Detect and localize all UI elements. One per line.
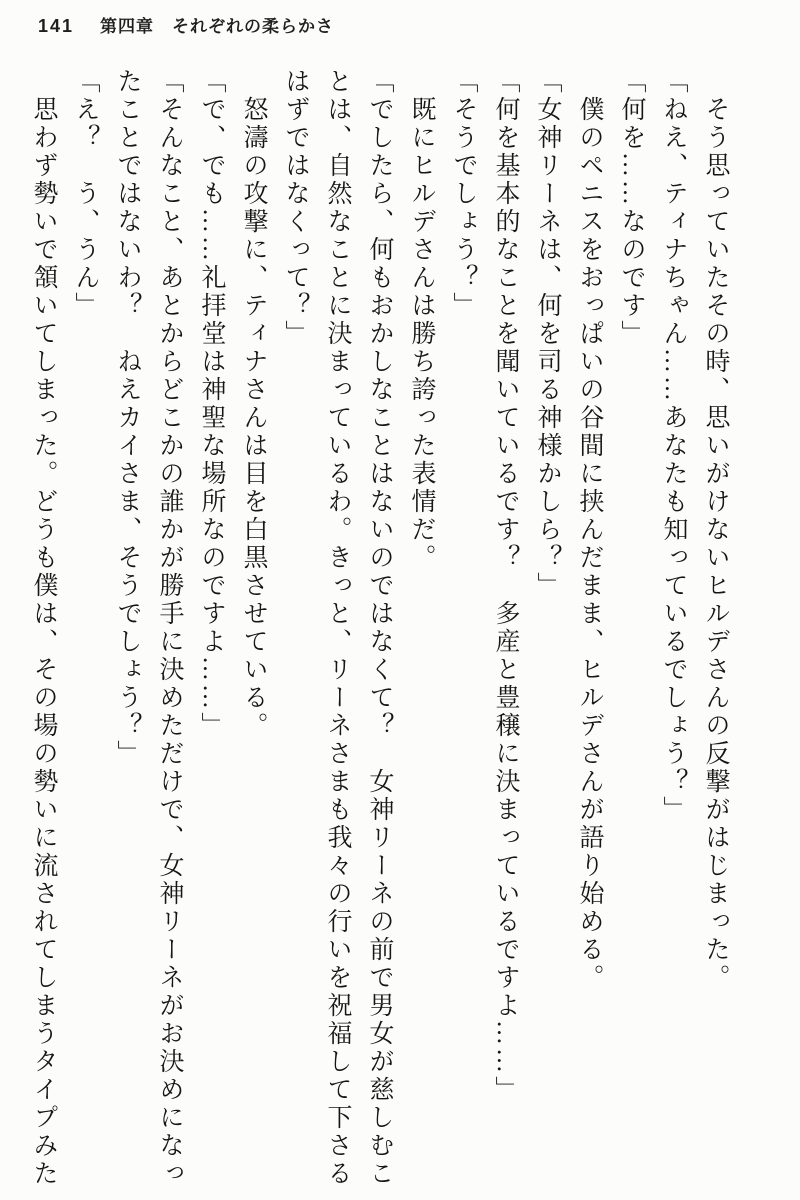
text-line: たことではないわ？ ねえカイさま、そうでしょう？」 — [114, 68, 141, 768]
text-line: とは、自然なことに決まっているわ。きっと、リーネさまも我々の行いを祝福して下さる — [324, 68, 351, 1188]
text-line: 僕のペニスをおっぱいの谷間に挟んだまま、ヒルデさんが語り始める。 — [576, 68, 603, 992]
text-line: 既にヒルデさんは勝ち誇った表情だ。 — [408, 68, 435, 572]
text-line: 「そんなこと、あとからどこかの誰かが勝手に決めただけで、女神リーネがお決めになっ — [156, 68, 183, 1188]
vertical-text-block — [22, 68, 736, 1192]
text-line: 「でしたら、何もおかしなことはないのではなくて？ 女神リーネの前で男女が慈しむこ — [366, 68, 393, 1188]
page-number: 141 — [38, 16, 75, 36]
text-line: 「何を……なのです」 — [618, 68, 645, 348]
text-line: 「ねえ、ティナちゃん……あなたも知っているでしょう？」 — [660, 68, 687, 824]
text-line: 「女神リーネは、何を司る神様かしら？」 — [534, 68, 561, 600]
text-line: はずではなくって？」 — [282, 68, 309, 348]
text-line: 「何を基本的なことを聞いているです？ 多産と豊穣に決まっているですよ……」 — [492, 68, 519, 1104]
text-line: 思わず勢いで頷いてしまった。どうも僕は、その場の勢いに流されてしまうタイプみた — [30, 68, 57, 1188]
text-line: そう思っていたその時、思いがけないヒルデさんの反撃がはじまった。 — [702, 68, 729, 992]
text-line: 「で、でも……礼拝堂は神聖な場所なのですよ……」 — [198, 68, 225, 740]
text-line: 「そうでしょう？」 — [450, 68, 477, 320]
text-line: 「え？ う、うん」 — [72, 68, 99, 320]
page-header — [38, 12, 334, 37]
text-line: 怒濤の攻撃に、ティナさんは目を白黒させている。 — [240, 68, 267, 740]
chapter-title: 第四章 それぞれの柔らかさ — [100, 17, 335, 36]
